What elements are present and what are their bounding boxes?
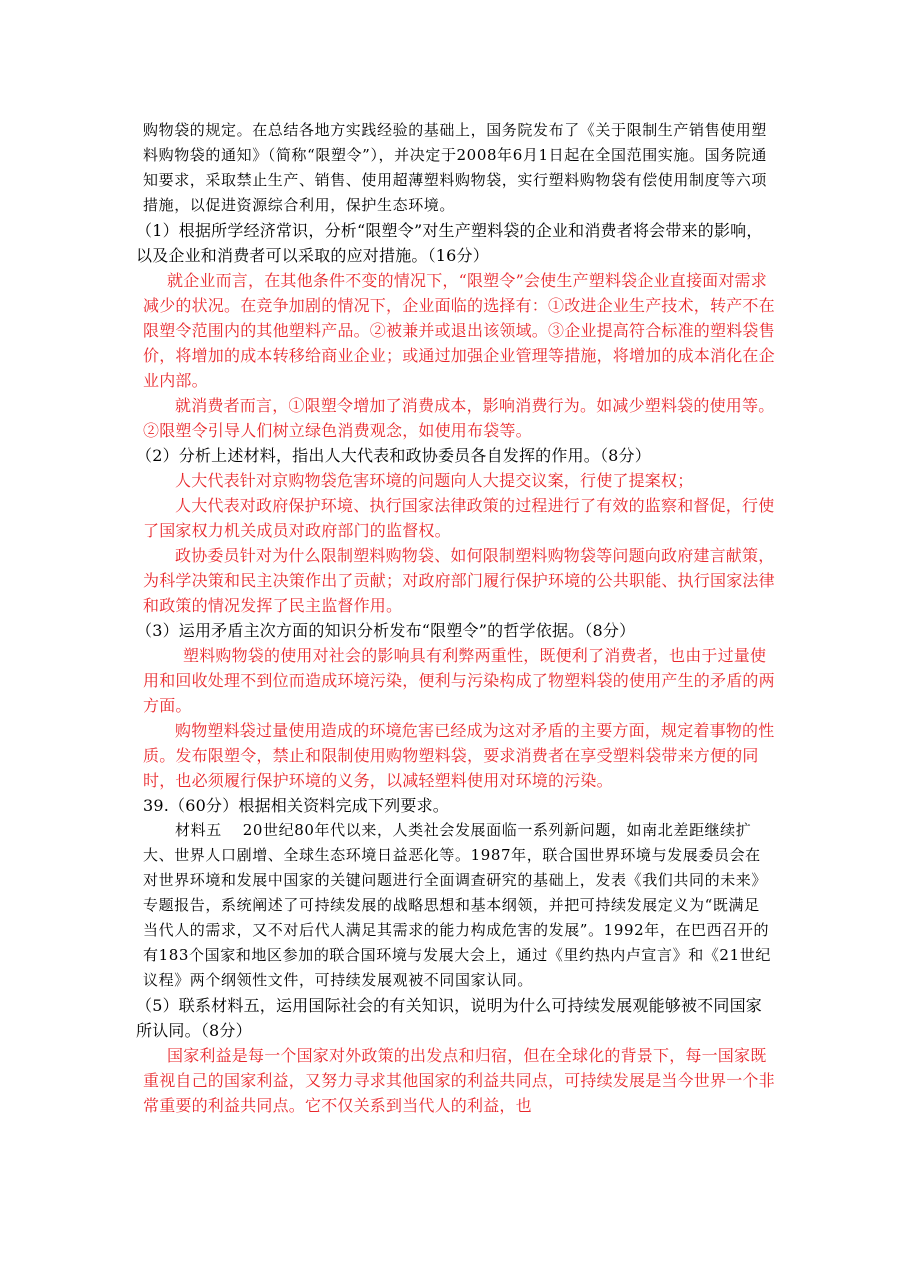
material-intro: 购物袋的规定。在总结各地方实践经验的基础上，国务院发布了《关于限制生产销售使用塑料购物袋的通知》（简称“限塑令”），并决定于2008年6月1日起在全国范围实施。国务院通知要求，采取禁止生产、销售、使用超薄塑料购物袋，实行塑料购物袋有偿使用制度等六项措施，以促进资源综合利用，保护生态环境。 (143, 121, 768, 214)
question-2: （2）分析上述材料，指出人大代表和政协委员各自发挥的作用。（8分） (136, 446, 651, 465)
question-3: （3）运用矛盾主次方面的知识分析发布“限塑令”的哲学依据。（8分） (136, 621, 636, 640)
material-5: 材料五 20世纪80年代以来，人类社会发展面临一系列新问题，如南北差距继续扩大、世界人口剧增、全球生态环境日益恶化等。1987年，联合国世界环境与发展委员会在对世界环境和发展中国家的关键问题进行全面调查研究的基础上，发表《我们共同的未来》专题报告，系统阐述了可持续发展的战略思想和基本纲领，并把可持续发展定义为“既满足当代人的需求，又不对后代人满足其需求的能力构成危害的发展”。1992年，在巴西召开的有183个国家和地区参加的联合国环境与发展大会上，通过《里约热内卢宣言》和《21世纪议程》两个纲领性文件，可持续发展观被不同国家认同。 (143, 821, 771, 989)
question-39-heading: 39.（60分）根据相关资料完成下列要求。 (143, 796, 450, 815)
question-5: （5）联系材料五，运用国际社会的有关知识，说明为什么可持续发展观能够被不同国家所认同。（8分） (136, 996, 762, 1040)
answer-3a: 塑料购物袋的使用对社会的影响具有利弊两重性，既便利了消费者，也由于过量使用和回收处理不到位而造成环境污染，便利与污染构成了物塑料袋的使用产生的矛盾的两方面。 (143, 646, 775, 715)
answer-1-consumer: 就消费者而言，①限塑令增加了消费成本，影响消费行为。如减少塑料袋的使用等。②限塑令引导人们树立绿色消费观念，如使用布袋等。 (143, 396, 775, 440)
answer-2b: 人大代表对政府保护环境、执行国家法律政策的过程进行了有效的监察和督促，行使了国家权力机关成员对政府部门的监督权。 (143, 496, 775, 540)
answer-3b: 购物塑料袋过量使用造成的环境危害已经成为这对矛盾的主要方面，规定着事物的性质。发布限塑令，禁止和限制使用购物塑料袋，要求消费者在享受塑料袋带来方便的同时，也必须履行保护环境的义务，以减轻塑料使用对环境的污染。 (143, 721, 775, 790)
answer-2a: 人大代表针对京购物袋危害环境的问题向人大提交议案，行使了提案权； (175, 471, 694, 490)
question-1: （1）根据所学经济常识，分析“限塑令”对生产塑料袋的企业和消费者将会带来的影响，以及企业和消费者可以采取的应对措施。（16分） (136, 221, 763, 265)
answer-1-enterprise: 就企业而言，在其他条件不变的情况下，“限塑令”会使生产塑料袋企业直接面对需求减少的状况。在竞争加剧的情况下，企业面临的选择有：①改进企业生产技术，转产不在限塑令范围内的其他塑料产品。②被兼并或退出该领域。③企业提高符合标准的塑料袋售价，将增加的成本转移给商业企业；或通过加强企业管理等措施，将增加的成本消化在企业内部。 (143, 271, 775, 390)
answer-5: 国家利益是每一个国家对外政策的出发点和归宿，但在全球化的背景下，每一国家既重视自己的国家利益，又努力寻求其他国家的利益共同点，可持续发展是当今世界一个非常重要的利益共同点。它不仅关系到当代人的利益，也 (143, 1046, 775, 1115)
document-page (136, 118, 775, 1118)
answer-2c: 政协委员针对为什么限制塑料购物袋、如何限制塑料购物袋等问题向政府建言献策，为科学决策和民主决策作出了贡献；对政府部门履行保护环境的公共职能、执行国家法律和政策的情况发挥了民主监督作用。 (143, 546, 775, 615)
